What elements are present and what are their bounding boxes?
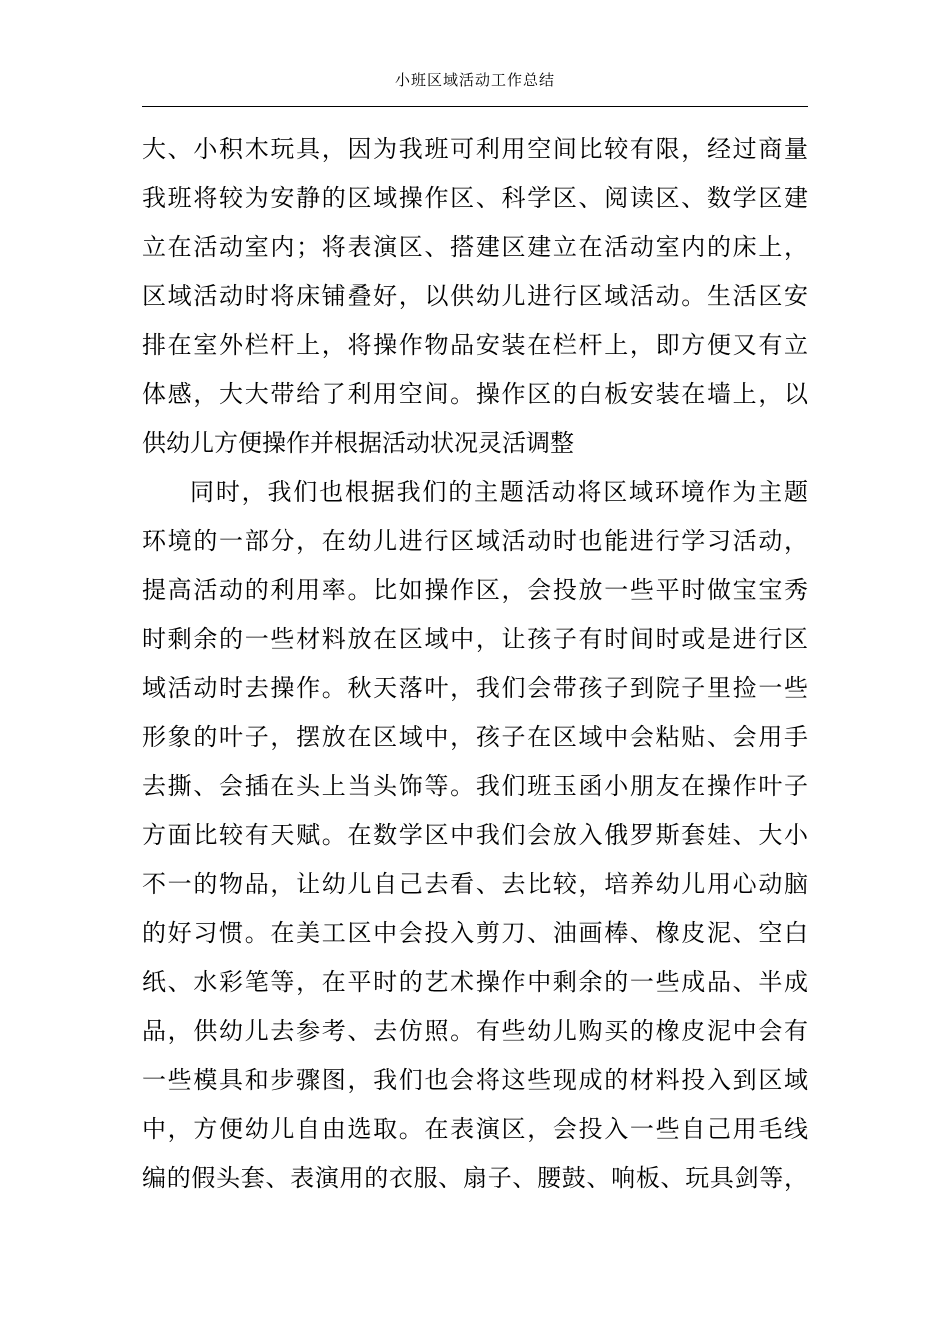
text-line: 环境的一部分，在幼儿进行区域活动时也能进行学习活动， (142, 527, 808, 555)
text-line: 形象的叶子，摆放在区域中，孩子在区域中会粘贴、会用手 (142, 723, 808, 751)
text-line: 排在室外栏杆上，将操作物品安装在栏杆上，即方便又有立 (142, 331, 808, 359)
text-line: 时剩余的一些材料放在区域中，让孩子有时间时或是进行区 (142, 625, 808, 653)
text-line: 区域活动时将床铺叠好，以供幼儿进行区域活动。生活区安 (142, 282, 808, 310)
text-line: 域活动时去操作。秋天落叶，我们会带孩子到院子里捡一些 (142, 674, 808, 702)
text-line: 我班将较为安静的区域操作区、科学区、阅读区、数学区建 (142, 184, 808, 212)
header-divider (142, 106, 808, 107)
text-line: 品，供幼儿去参考、去仿照。有些幼儿购买的橡皮泥中会有 (142, 1017, 808, 1045)
document-body (142, 125, 808, 1203)
text-line: 去撕、会插在头上当头饰等。我们班玉函小朋友在操作叶子 (142, 772, 808, 800)
text-line: 大、小积木玩具，因为我班可利用空间比较有限，经过商量 (142, 135, 808, 163)
text-line: 同时，我们也根据我们的主题活动将区域环境作为主题 (190, 478, 808, 506)
text-line: 立在活动室内；将表演区、搭建区建立在活动室内的床上， (142, 233, 808, 261)
text-line: 供幼儿方便操作并根据活动状况灵活调整 (142, 429, 574, 457)
text-line: 不一的物品，让幼儿自己去看、去比较，培养幼儿用心动脑 (142, 870, 808, 898)
paragraph-2 (142, 468, 808, 1203)
text-line: 提高活动的利用率。比如操作区，会投放一些平时做宝宝秀 (142, 576, 808, 604)
paragraph-1 (142, 125, 808, 468)
text-line: 体感，大大带给了利用空间。操作区的白板安装在墙上，以 (142, 380, 808, 408)
text-line: 的好习惯。在美工区中会投入剪刀、油画棒、橡皮泥、空白 (142, 919, 808, 947)
text-line: 一些模具和步骤图，我们也会将这些现成的材料投入到区域 (142, 1066, 808, 1094)
text-line: 编的假头套、表演用的衣服、扇子、腰鼓、响板、玩具剑等， (142, 1164, 808, 1192)
page-header-title: 小班区域活动工作总结 (394, 71, 555, 89)
text-line: 纸、水彩笔等，在平时的艺术操作中剩余的一些成品、半成 (142, 968, 808, 996)
text-line: 中，方便幼儿自由选取。在表演区，会投入一些自己用毛线 (142, 1115, 808, 1143)
text-line: 方面比较有天赋。在数学区中我们会放入俄罗斯套娃、大小 (142, 821, 808, 849)
